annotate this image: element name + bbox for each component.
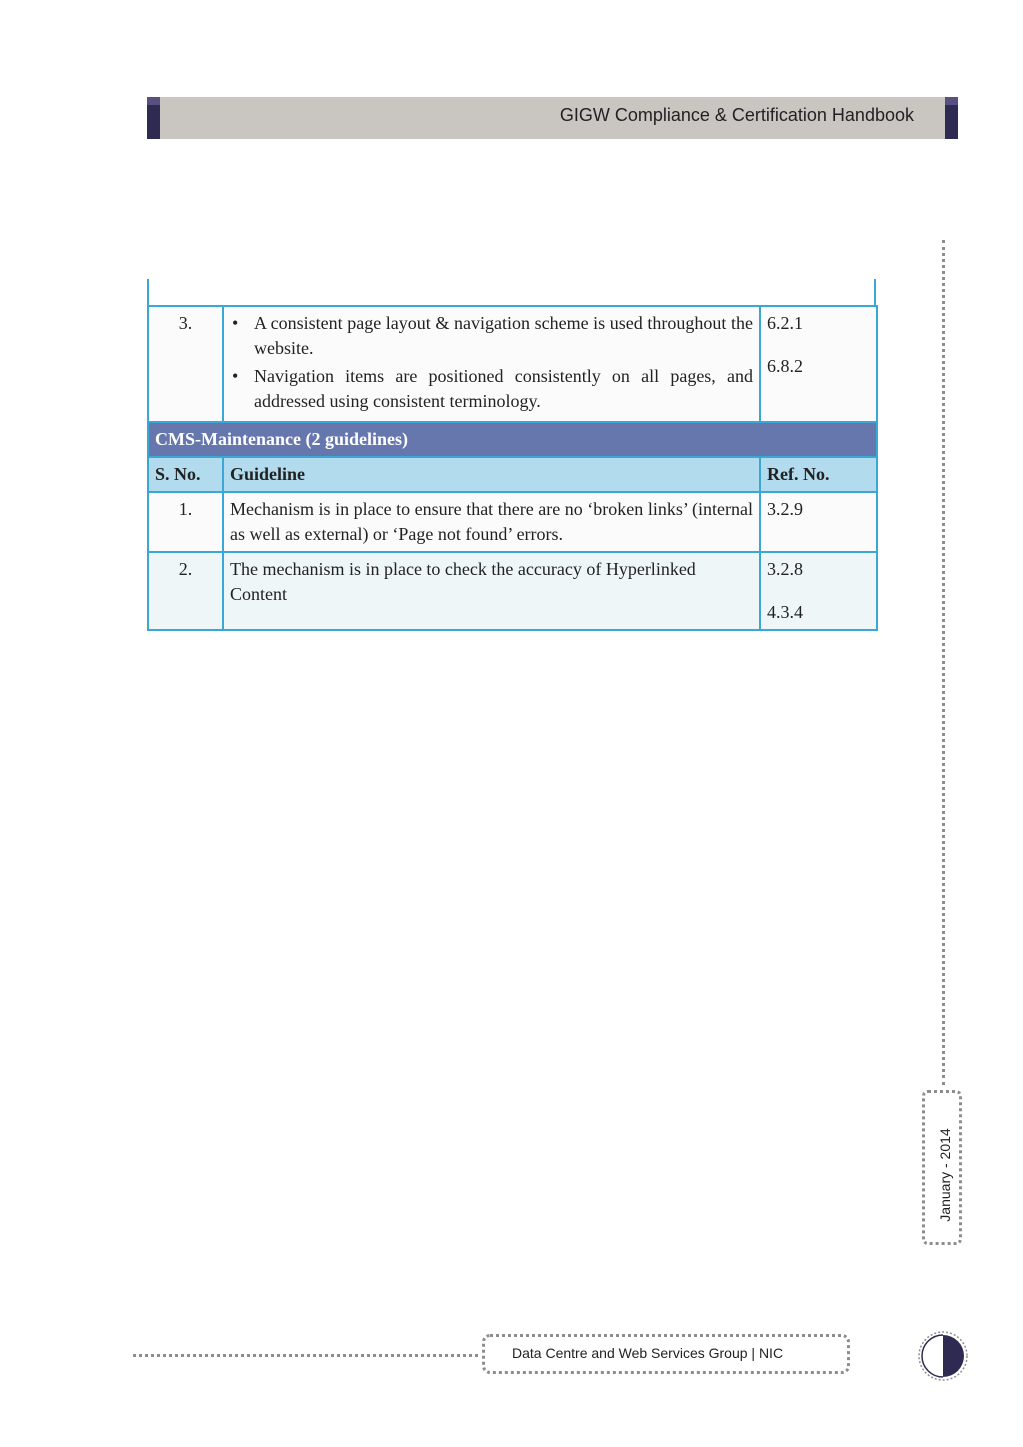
table-row xyxy=(148,552,877,630)
column-header-row xyxy=(148,457,877,492)
footer-text: Data Centre and Web Services Group | NIC xyxy=(512,1345,784,1361)
ref-number: 6.2.1 xyxy=(767,313,803,333)
row-guideline: Mechanism is in place to ensure that there are no ‘broken links’ (internal as well as external) or ‘Page not found’ errors. xyxy=(223,492,760,552)
guideline-bullet: • Navigation items are positioned consistently on all pages, and addressed using consistent terminology. xyxy=(254,364,753,414)
row-ref xyxy=(760,492,877,552)
footer-dotted-line xyxy=(133,1354,478,1357)
row-guideline xyxy=(223,306,760,422)
col-header-guideline: Guideline xyxy=(223,457,760,492)
page-header-bar xyxy=(147,97,958,139)
header-cap-right xyxy=(945,97,958,139)
col-header-ref: Ref. No. xyxy=(760,457,877,492)
guideline-bullet: • A consistent page layout & navigation scheme is used throughout the website. xyxy=(254,311,753,361)
half-moon-logo-icon xyxy=(917,1330,969,1382)
row-sno: 2. xyxy=(148,552,223,630)
section-heading-row xyxy=(148,422,877,457)
col-header-sno: S. No. xyxy=(148,457,223,492)
header-cap-left xyxy=(147,97,160,139)
side-date: January - 2014 xyxy=(937,1128,953,1222)
page-header-title: GIGW Compliance & Certification Handbook xyxy=(559,105,914,125)
guidelines-table xyxy=(147,305,878,631)
row-ref xyxy=(760,306,877,422)
row-guideline: The mechanism is in place to check the accuracy of Hyperlinked Content xyxy=(223,552,760,630)
side-dotted-line xyxy=(942,240,945,1085)
row-ref xyxy=(760,552,877,630)
table-continued-fragment xyxy=(147,279,876,305)
section-title: CMS-Maintenance (2 guidelines) xyxy=(148,422,877,457)
ref-number: 3.2.9 xyxy=(767,499,803,519)
row-sno: 1. xyxy=(148,492,223,552)
ref-number: 4.3.4 xyxy=(767,602,803,622)
table-row xyxy=(148,306,877,422)
table-row xyxy=(148,492,877,552)
ref-number: 6.8.2 xyxy=(767,356,803,376)
row-sno: 3. xyxy=(148,306,223,422)
ref-number: 3.2.8 xyxy=(767,559,803,579)
